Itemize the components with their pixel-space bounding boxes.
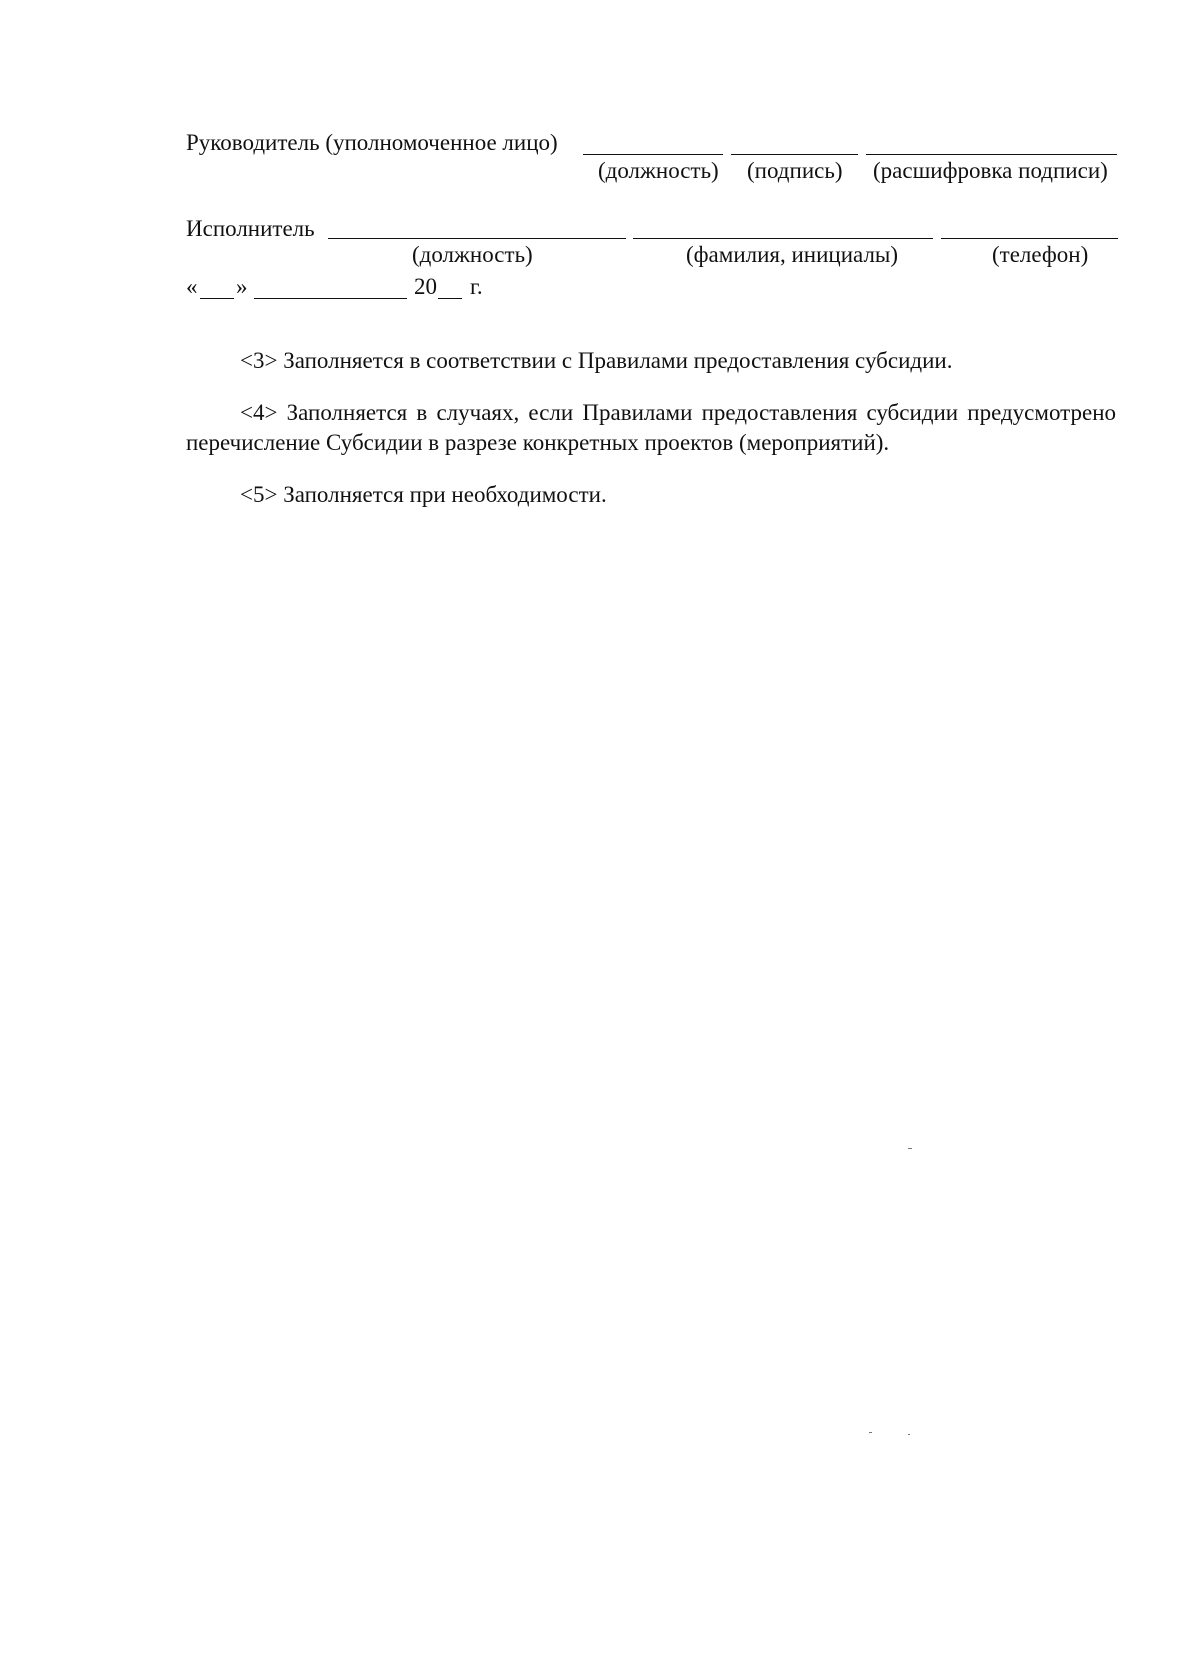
scan-speck <box>908 1434 910 1435</box>
date-close-quote: » <box>236 274 248 299</box>
scan-speck <box>869 1432 872 1433</box>
executor-position-caption: (должность) <box>412 242 533 267</box>
date-year-prefix: 20 <box>414 274 437 299</box>
date-month-field[interactable] <box>254 298 407 299</box>
date-open-quote: « <box>186 274 198 299</box>
executor-phone-caption: (телефон) <box>992 242 1089 267</box>
head-signature-field[interactable] <box>731 154 858 155</box>
head-signature-caption: (подпись) <box>747 158 843 183</box>
head-position-field[interactable] <box>583 154 723 155</box>
executor-position-field[interactable] <box>328 238 626 239</box>
scan-speck <box>908 1148 912 1149</box>
head-signature-decoding-field[interactable] <box>866 154 1117 155</box>
date-year-suffix: г. <box>470 274 483 299</box>
footnote-3: <3> Заполняется в соответствии с Правилами предоставления субсидии. <box>240 348 953 373</box>
head-label: Руководитель (уполномоченное лицо) <box>186 130 558 155</box>
executor-name-caption: (фамилия, инициалы) <box>686 242 899 267</box>
date-year-field[interactable] <box>438 298 462 299</box>
executor-label: Исполнитель <box>186 216 315 241</box>
executor-name-field[interactable] <box>633 238 933 239</box>
footnote-5: <5> Заполняется при необходимости. <box>240 482 607 507</box>
footnote-4: <4> Заполняется в случаях, если Правилами предоставления субсидии предусмотрено перечисление Субсидии в разрезе конкретных проектов (мероприятий). <box>186 400 1116 455</box>
date-day-field[interactable] <box>200 298 234 299</box>
head-position-caption: (должность) <box>598 158 719 183</box>
executor-phone-field[interactable] <box>941 238 1118 239</box>
head-signature-decoding-caption: (расшифровка подписи) <box>873 158 1108 183</box>
